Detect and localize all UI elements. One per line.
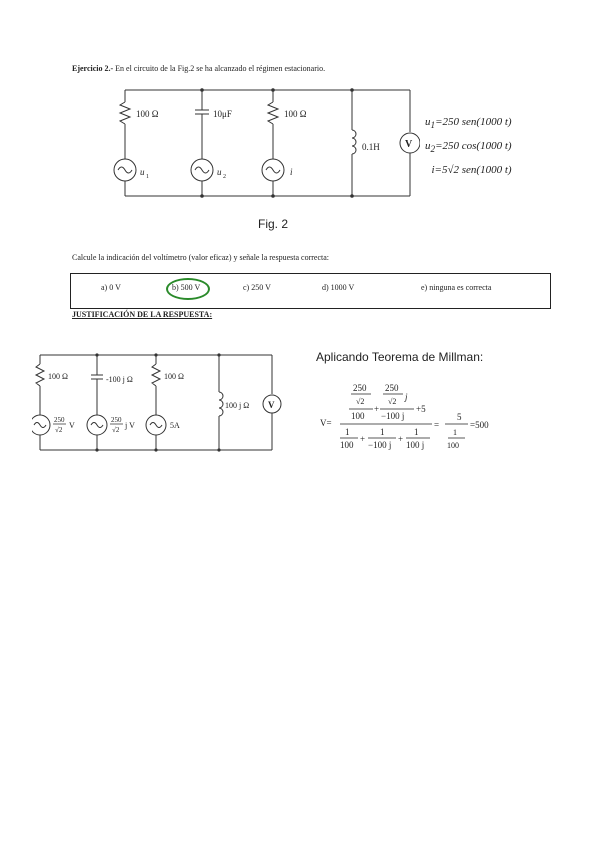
- ac-source-icon: [32, 415, 50, 435]
- src3-label: 5A: [170, 421, 180, 430]
- n1-den: √2: [356, 397, 365, 406]
- dplus1: +: [360, 434, 366, 444]
- n1-num: 250: [353, 383, 367, 393]
- answer-e[interactable]: e) ninguna es correcta: [421, 283, 492, 292]
- n2-num: 250: [385, 383, 399, 393]
- r1-label: 100 Ω: [136, 109, 159, 119]
- inductor-icon: [219, 392, 223, 416]
- millman-title: Aplicando Teorema de Millman:: [316, 350, 484, 364]
- exercise-label: Ejercicio 2.-: [72, 64, 114, 73]
- r-top: 5: [457, 412, 462, 422]
- meter-letter: V: [268, 400, 275, 410]
- l1-label: 0.1H: [362, 142, 380, 152]
- resistor-icon: [36, 364, 44, 386]
- r-bot-top: 1: [453, 428, 457, 437]
- eq-lhs: V=: [320, 418, 332, 428]
- c1-label: 10μF: [213, 109, 232, 119]
- circuit-figure-2: [32, 350, 292, 456]
- d2-top: 1: [380, 427, 385, 437]
- src1-den: √2: [55, 426, 63, 434]
- n2-bot: −100 j: [381, 411, 405, 421]
- answer-c[interactable]: c) 250 V: [243, 283, 271, 292]
- src2-unit: j V: [125, 421, 135, 430]
- eq-result: =500: [470, 420, 489, 430]
- u2-sub: 2: [223, 174, 226, 180]
- dplus2: +: [398, 434, 404, 444]
- l1-label: 100 j Ω: [225, 401, 250, 410]
- d1-top: 1: [345, 427, 350, 437]
- exercise-text: En el circuito de la Fig.2 se ha alcanzado el régimen estacionario.: [115, 64, 326, 73]
- src2-num: 250: [111, 416, 122, 424]
- resistor-icon: [268, 102, 278, 124]
- answer-a[interactable]: a) 0 V: [101, 283, 121, 292]
- n2-j: j: [405, 392, 408, 402]
- source-formulas: [425, 112, 512, 185]
- d1-bot: 100: [340, 440, 354, 450]
- r-bot-bot: 100: [447, 441, 459, 450]
- u1-label: u: [140, 167, 145, 177]
- n1-bot: 100: [351, 411, 365, 421]
- eq-sign: =: [434, 420, 440, 430]
- answer-b[interactable]: b) 500 V: [172, 283, 201, 292]
- u2-label: u: [217, 167, 222, 177]
- u1-sub: 1: [146, 174, 149, 180]
- justification-heading: JUSTIFICACIÓN DE LA RESPUESTA:: [72, 310, 213, 319]
- formula-u1: $u_1=250$ sen(1000 t): [425, 116, 512, 131]
- plus1: +: [374, 404, 380, 414]
- n2-den: √2: [388, 397, 397, 406]
- src1-unit: V: [69, 421, 75, 430]
- i-label: i: [290, 167, 293, 177]
- formula-u2: $u_2=250$ cos(1000 t): [425, 140, 512, 155]
- resistor-icon: [120, 102, 130, 124]
- r2-label: 100 Ω: [284, 109, 307, 119]
- d3-top: 1: [414, 427, 419, 437]
- plus2: +5: [416, 404, 426, 414]
- r1-label: 100 Ω: [48, 372, 68, 381]
- meter-letter: V: [405, 139, 413, 150]
- exercise-statement: [72, 64, 325, 73]
- answer-d[interactable]: d) 1000 V: [322, 283, 355, 292]
- r2-label: 100 Ω: [164, 372, 184, 381]
- src1-num: 250: [54, 416, 65, 424]
- c1-label: -100 j Ω: [106, 375, 133, 384]
- d3-bot: 100 j: [406, 440, 425, 450]
- resistor-icon: [152, 364, 160, 386]
- question-text: Calcule la indicación del voltímetro (valor eficaz) y señale la respuesta correcta:: [72, 253, 329, 262]
- formula-i: i=5√2 sen(1000 t): [431, 164, 512, 177]
- millman-equation: [320, 378, 520, 458]
- inductor-icon: [352, 130, 356, 154]
- d2-bot: −100 j: [368, 440, 392, 450]
- src2-den: √2: [112, 426, 120, 434]
- figure-caption: Fig. 2: [258, 217, 289, 231]
- answer-options: [70, 273, 551, 309]
- circuit-figure-1: [100, 84, 420, 202]
